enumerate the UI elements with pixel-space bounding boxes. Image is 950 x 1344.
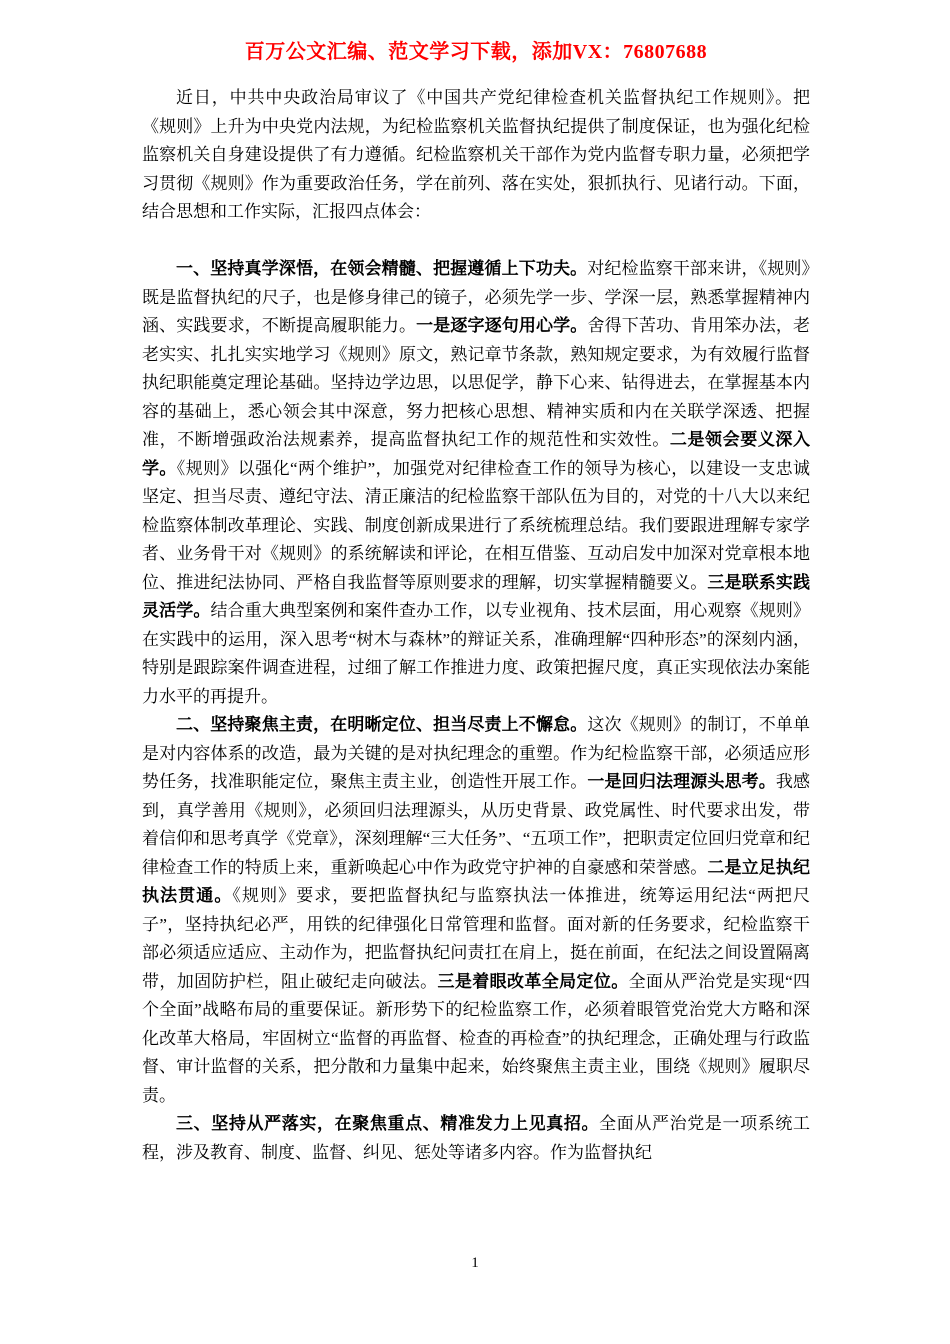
text-run: 我感到，真学善用《规则》，必须回归法理源头，从历史背景、政党属性、时代要求出发，带着信仰和思考真学《党章》，深刻理解“三大任务”、“五项工作”，把职责定位回归党章和纪律检查工作的特质上来，重新唤起心中作为政党守护神的自豪感和荣誉感。 — [142, 772, 811, 877]
text-run: 结合重大典型案例和案件查办工作，以专业视角、技术层面，用心观察《规则》在实践中的运用，深入思考“树木与森林”的辩证关系，准确理解“四种形态”的深刻内涵，特别是跟踪案件调查进程，过细了解工作推进力度、政策把握尺度，真正实现依法办案能力水平的再提升。 — [142, 601, 811, 706]
text-run: 近日，中共中央政治局审议了《中国共产党纪律检查机关监督执纪工作规则》。把《规则》上升为中央党内法规，为纪检监察机关监督执纪提供了制度保证，也为强化纪检监察机关自身建设提供了有力遵循。纪检监察机关干部作为党内监督专职力量，必须把学习贯彻《规则》作为重要政治任务，学在前列、落在实处，狠抓执行、见诸行动。下面，结合思想和工作实际，汇报四点体会： — [142, 88, 810, 221]
paragraph — [142, 711, 810, 1110]
text-run: 全面从严治党是一项系统工程，涉及教育、制度、监督、纠见、惩处等诸多内容。作为监督执纪 — [142, 1114, 811, 1162]
bold-run: 三是着眼改革全局定位。 — [437, 971, 629, 991]
bold-run: 三是联系实践灵活学。 — [142, 572, 811, 620]
page-footer — [0, 1255, 950, 1272]
text-run: 《规则》要求，要把监督执纪与监察执法一体推进，统筹运用纪法“两把尺子”，坚持执纪必严，用铁的纪律强化日常管理和监督。面对新的任务要求，纪检监察干部必须适应适应、主动作为，把监督执纪问责扛在肩上，挺在前面，在纪法之间设置隔离带，加固防护栏，阻止破纪走向破法。 — [142, 886, 811, 991]
text-run: 《规则》以强化“两个维护”，加强党对纪律检查工作的领导为核心，以建设一支忠诚坚定、担当尽责、遵纪守法、清正廉洁的纪检监察干部队伍为目的，对党的十八大以来纪检监察体制改革理论、实践、制度创新成果进行了系统梳理总结。我们要跟进理解专家学者、业务骨干对《规则》的系统解读和评论，在相互借鉴、互动启发中加深对党章根本地位、推进纪法协同、严格自我监督等原则要求的理解，切实掌握精髓要义。 — [142, 458, 811, 592]
text-run: 舍得下苦功、肯用笨办法，老老实实、扎扎实实地学习《规则》原文，熟记章节条款，熟知规定要求，为有效履行监督执纪职能奠定理论基础。坚持边学边思，以思促学，静下心来、钻得进去，在掌握基本内容的基础上，悉心领会其中深意，努力把核心思想、精神实质和内在关联学深透、把握准，不断增强政治法规素养，提高监督执纪工作的规范性和实效性。 — [142, 316, 811, 449]
document-body — [142, 84, 810, 1167]
bold-run: 一是回归法理源头思考。 — [587, 772, 776, 791]
bold-run: 二是立足执纪执法贯通。 — [142, 857, 811, 905]
text-run: 这次《规则》的制订，不单单是对内容体系的改造，最为关键的是对执纪理念的重塑。作为纪检监察干部，必须适应形势任务，找准职能定位，聚焦主责主业，创造性开展工作。 — [142, 715, 811, 791]
promo-header-text: 百万公文汇编、范文学习下载，添加VX：76807688 — [244, 41, 708, 63]
text-run: 对纪检监察干部来讲，《规则》既是监督执纪的尺子，也是修身律己的镜子，必须先学一步、学深一层，熟悉掌握精神内涵、实践要求，不断提高履职能力。 — [142, 259, 811, 335]
bold-run: 二是领会要义深入学。 — [142, 430, 811, 478]
paragraph — [142, 1110, 810, 1167]
bold-run: 一、坚持真学深悟，在领会精髓、把握遵循上下功夫。 — [176, 259, 588, 278]
promo-header — [142, 38, 810, 66]
bold-run: 二、坚持聚焦主责，在明晰定位、担当尽责上不懈怠。 — [176, 715, 588, 734]
text-run: 全面从严治党是实现“四个全面”战略布局的重要保证。新形势下的纪检监察工作，必须着眼管党治党大方略和深化改革大格局，牢固树立“监督的再监督、检查的再检查”的执纪理念，正确处理与行政监督、审计监督的关系，把分散和力量集中起来，始终聚焦主责主业，围绕《规则》履职尽责。 — [142, 971, 811, 1105]
bold-run: 一是逐字逐句用心学。 — [416, 316, 588, 335]
bold-run: 三、坚持从严落实，在聚焦重点、精准发力上见真招。 — [176, 1114, 600, 1133]
paragraph — [142, 255, 810, 711]
page-number: 1 — [471, 1255, 479, 1271]
paragraph — [142, 84, 810, 227]
